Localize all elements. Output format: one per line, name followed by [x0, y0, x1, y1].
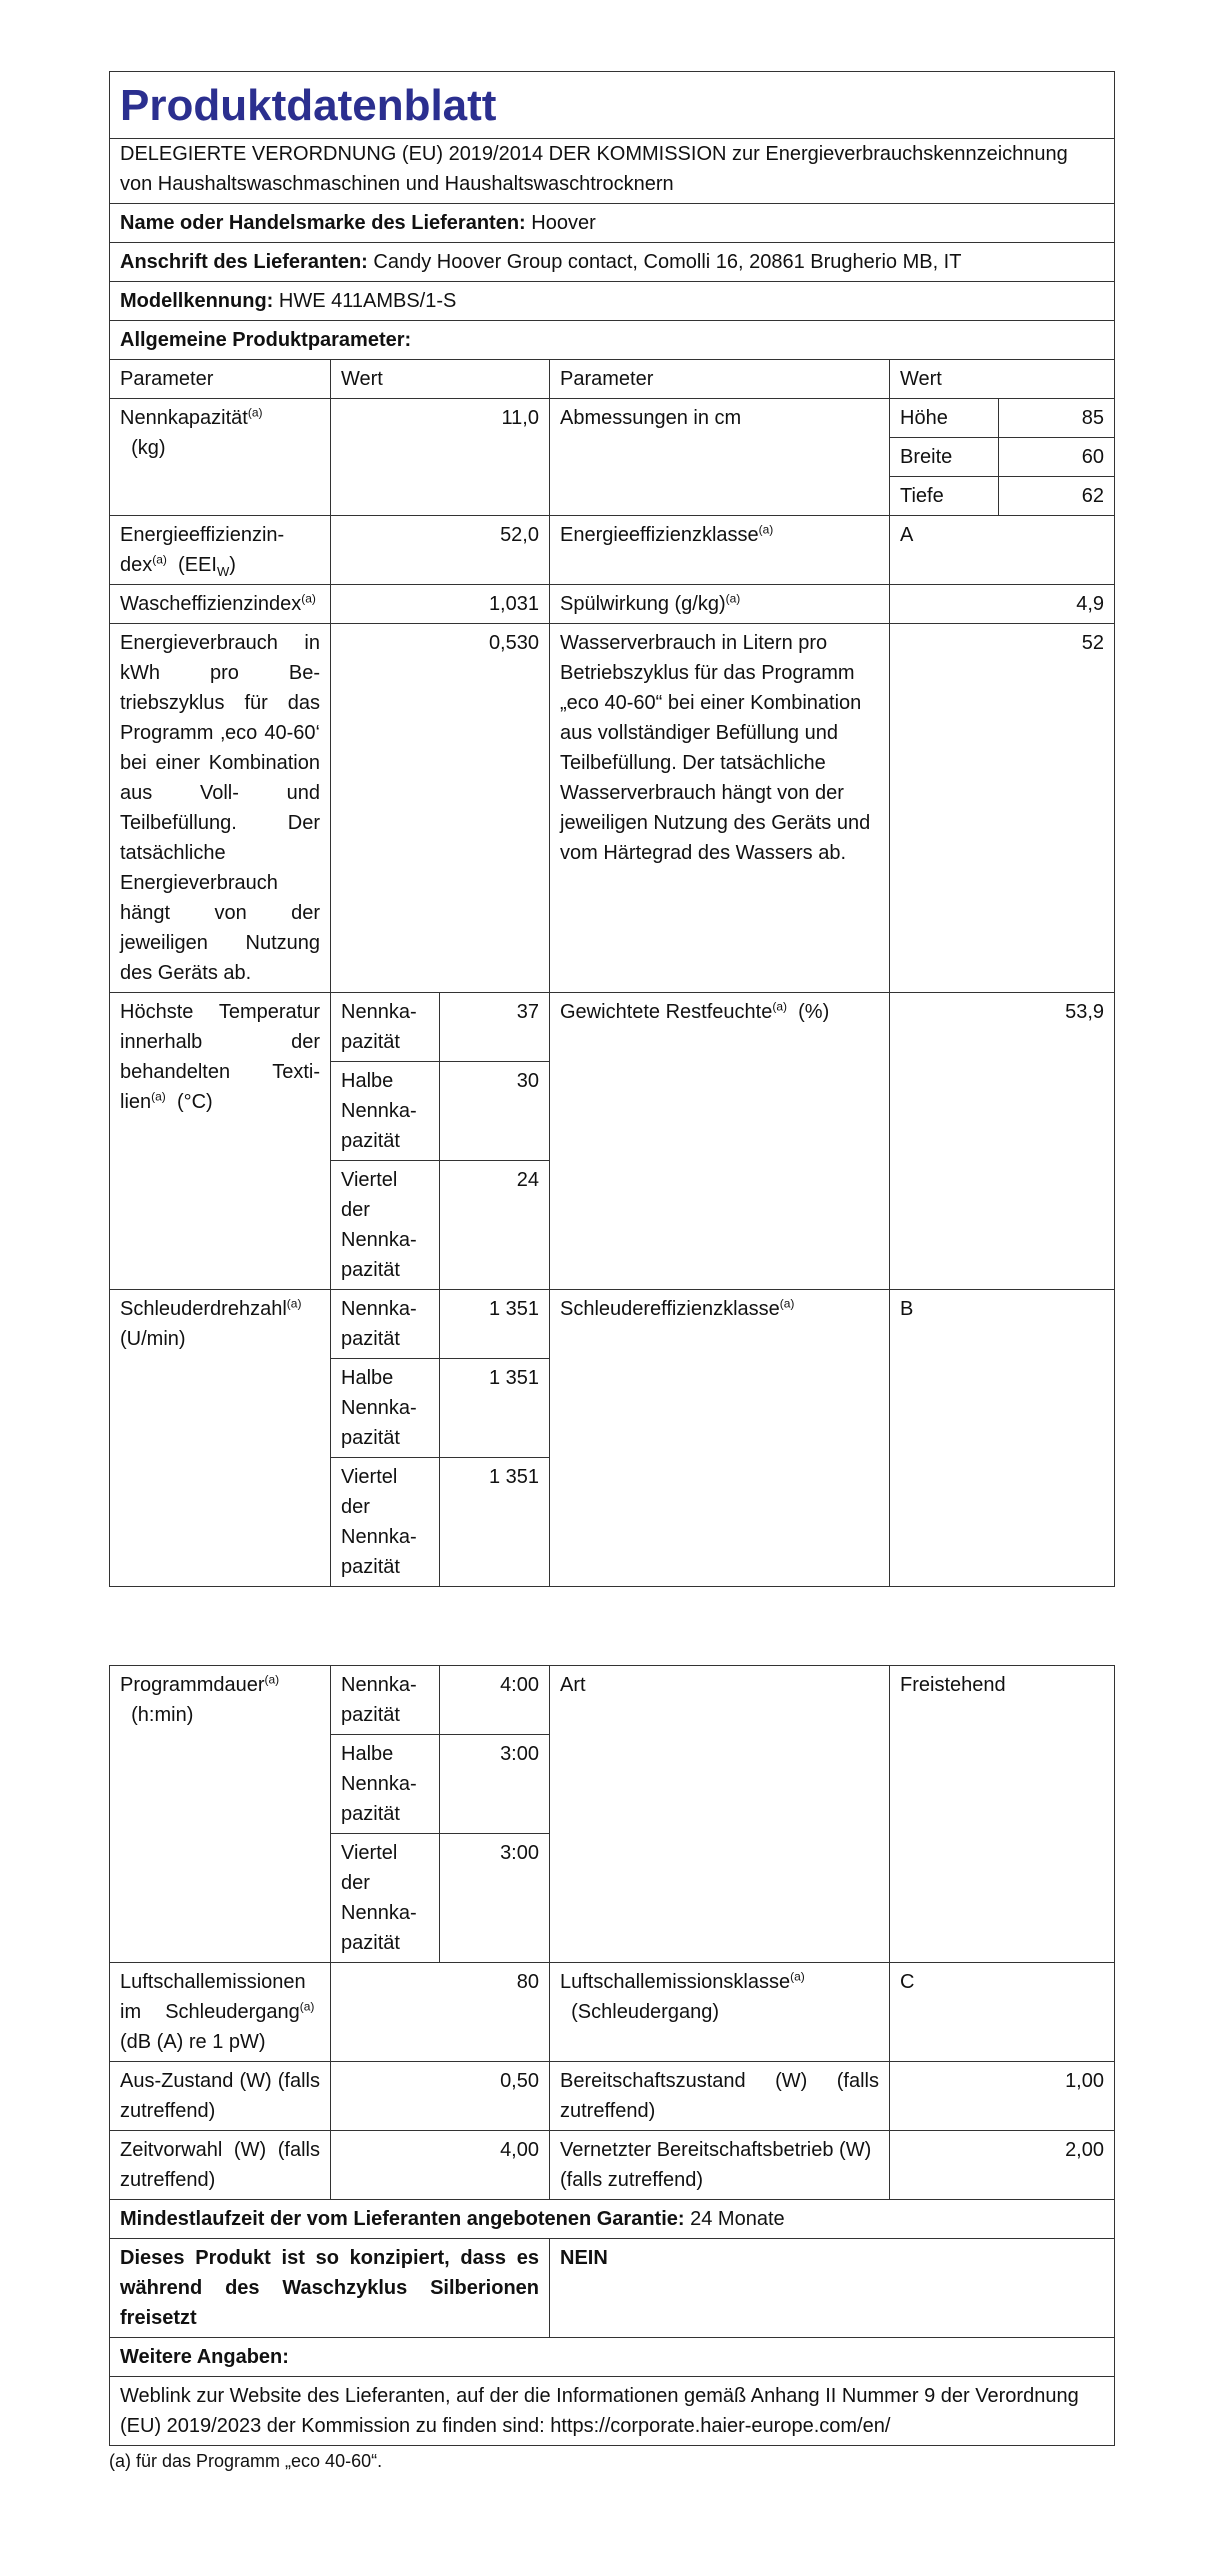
standby-label: Bereitschaftszustand (W) (falls zutreffend): [550, 2062, 890, 2131]
width-label: Breite: [890, 438, 999, 477]
warranty-value: 24 Monate: [690, 2208, 785, 2230]
eei-value: 52,0: [331, 516, 550, 585]
header-parameter-1: Parameter: [110, 360, 331, 399]
spin-quarter-value: 1 351: [440, 1458, 550, 1587]
noise-label: Luftschallemissionen im Schleudergang$^{(a)}$ (dB (A) re 1 pW): [110, 1963, 331, 2062]
capacity-label: Nennkapazität$^{(a)}$ (kg): [110, 399, 331, 516]
dimensions-label: Abmessungen in cm: [550, 399, 890, 516]
standby-value: 1,00: [890, 2062, 1115, 2131]
spin-full-value: 1 351: [440, 1290, 550, 1359]
table-gap: [109, 1587, 1114, 1665]
supplier-address-row: [110, 243, 1115, 282]
noise-class-label: Luftschallemissionsklasse$^{(a)}$ (Schleudergang): [550, 1963, 890, 2062]
wash-efficiency-value: 1,031: [331, 585, 550, 624]
supplier-name-label: Name oder Handelsmarke des Lieferanten:: [120, 212, 526, 234]
delay-start-label: Zeitvorwahl (W) (falls zutreffend): [110, 2131, 331, 2200]
energy-consumption-label: Energieverbrauch in kWh pro Betriebszyklus für das Programm ‚eco 40-60‘ bei einer Kombination aus Voll- und Teilbefüllung. Der tatsächliche Energieverbrauch hängt von der jeweiligen Nutzung des Geräts ab.: [110, 624, 331, 993]
height-label: Höhe: [890, 399, 999, 438]
load-quarter-label: Viertel der Nennkapazität: [331, 1834, 440, 1963]
rinse-value: 4,9: [890, 585, 1115, 624]
width-value: 60: [999, 438, 1115, 477]
duration-full-value: 4:00: [440, 1666, 550, 1735]
energy-class-value: A: [890, 516, 1115, 585]
footnote: (a) für das Programm „eco 40-60“.: [109, 2451, 383, 2471]
delay-start-value: 4,00: [331, 2131, 550, 2200]
model-label: Modellkennung:: [120, 290, 274, 312]
water-consumption-value: 52: [890, 624, 1115, 993]
load-full-label: Nennkapazität: [331, 993, 440, 1062]
duration-half-value: 3:00: [440, 1735, 550, 1834]
rinse-label: Spülwirkung $(g/kg)^{(a)}$: [550, 585, 890, 624]
height-value: 85: [999, 399, 1115, 438]
water-consumption-label: Wasserverbrauch in Litern pro Betriebszyklus für das Programm „eco 40-60“ bei einer Kombination aus vollständiger Befüllung und Teilbefüllung. Der tatsächliche Wasserverbrauch hängt von der jeweiligen Nutzung des Geräts und vom Härtegrad des Wassers ab.: [550, 624, 890, 993]
model-value: HWE 411AMBS/1-S: [278, 290, 457, 312]
max-temp-full-value: 37: [440, 993, 550, 1062]
datasheet-table-2: [109, 1665, 1115, 2446]
silver-ions-label: Dieses Produkt ist so konzipiert, dass es während des Waschzyklus Silberionen freisetzt: [110, 2239, 550, 2338]
eei-label: Energieeffizienzindex$^{(a)}$ $(EEI_W)$: [110, 516, 331, 585]
networked-standby-value: 2,00: [890, 2131, 1115, 2200]
page-title: Produktdatenblatt: [110, 72, 1115, 139]
noise-class-value: C: [890, 1963, 1115, 2062]
spin-speed-label: Schleuderdrehzahl$^{(a)}$ (U/min): [110, 1290, 331, 1587]
datasheet-table-1: [109, 71, 1115, 1587]
silver-ions-value: NEIN: [550, 2239, 1115, 2338]
supplier-address-label: Anschrift des Lieferanten:: [120, 251, 368, 273]
networked-standby-label: Vernetzter Bereitschaftsbetrieb (W) (falls zutreffend): [550, 2131, 890, 2200]
off-mode-value: 0,50: [331, 2062, 550, 2131]
max-temp-half-value: 30: [440, 1062, 550, 1161]
spin-half-value: 1 351: [440, 1359, 550, 1458]
max-temp-quarter-value: 24: [440, 1161, 550, 1290]
warranty-label: Mindestlaufzeit der vom Lieferanten angebotenen Garantie:: [120, 2208, 685, 2230]
spin-class-value: B: [890, 1290, 1115, 1587]
warranty-row: [110, 2200, 1115, 2239]
energy-consumption-value: 0,530: [331, 624, 550, 993]
load-quarter-label: Viertel der Nennkapazität: [331, 1458, 440, 1587]
load-full-label: Nennkapazität: [331, 1666, 440, 1735]
product-data-sheet: [109, 71, 1114, 2474]
regulation-text: DELEGIERTE VERORDNUNG (EU) 2019/2014 DER KOMMISSION zur Energieverbrauchskennzeichnung von Haushaltswaschmaschinen und Haushaltswaschtrocknern: [110, 139, 1115, 204]
off-mode-label: Aus-Zustand (W) (falls zutreffend): [110, 2062, 331, 2131]
duration-label: Programmdauer$^{(a)}$ (h:min): [110, 1666, 331, 1963]
type-value: Freistehend: [890, 1666, 1115, 1963]
load-full-label: Nennkapazität: [331, 1290, 440, 1359]
load-half-label: Halbe Nennkapazität: [331, 1359, 440, 1458]
header-value-1: Wert: [331, 360, 550, 399]
supplier-name-value: Hoover: [531, 212, 596, 234]
moisture-label: Gewichtete Restfeuchte$^{(a)}$ (%): [550, 993, 890, 1290]
more-info-heading: Weitere Angaben:: [110, 2338, 1115, 2377]
load-quarter-label: Viertel der Nennkapazität: [331, 1161, 440, 1290]
header-value-2: Wert: [890, 360, 1115, 399]
header-parameter-2: Parameter: [550, 360, 890, 399]
duration-quarter-value: 3:00: [440, 1834, 550, 1963]
depth-label: Tiefe: [890, 477, 999, 516]
model-row: [110, 282, 1115, 321]
spin-class-label: Schleudereffizienzklasse$^{(a)}$: [550, 1290, 890, 1587]
depth-value: 62: [999, 477, 1115, 516]
weblink-text: Weblink zur Website des Lieferanten, auf der die Informationen gemäß Anhang II Nummer 9 der Verordnung (EU) 2019/2023 der Kommission zu finden sind: https://corporate.haier-europe.com/en/: [110, 2377, 1115, 2446]
capacity-value: 11,0: [331, 399, 550, 516]
load-half-label: Halbe Nennkapazität: [331, 1735, 440, 1834]
load-half-label: Halbe Nennkapazität: [331, 1062, 440, 1161]
moisture-value: 53,9: [890, 993, 1115, 1290]
supplier-name-row: [110, 204, 1115, 243]
supplier-address-value: Candy Hoover Group contact, Comolli 16, 20861 Brugherio MB, IT: [373, 251, 962, 273]
general-params-heading: Allgemeine Produktparameter:: [110, 321, 1115, 360]
wash-efficiency-label: Wascheffizienzindex$^{(a)}$: [110, 585, 331, 624]
energy-class-label: Energieeffizienzklasse$^{(a)}$: [550, 516, 890, 585]
max-temperature-label: Höchste Temperatur innerhalb der behandelten Textilien$^{(a)}$ (°C): [110, 993, 331, 1290]
noise-value: 80: [331, 1963, 550, 2062]
type-label: Art: [550, 1666, 890, 1963]
